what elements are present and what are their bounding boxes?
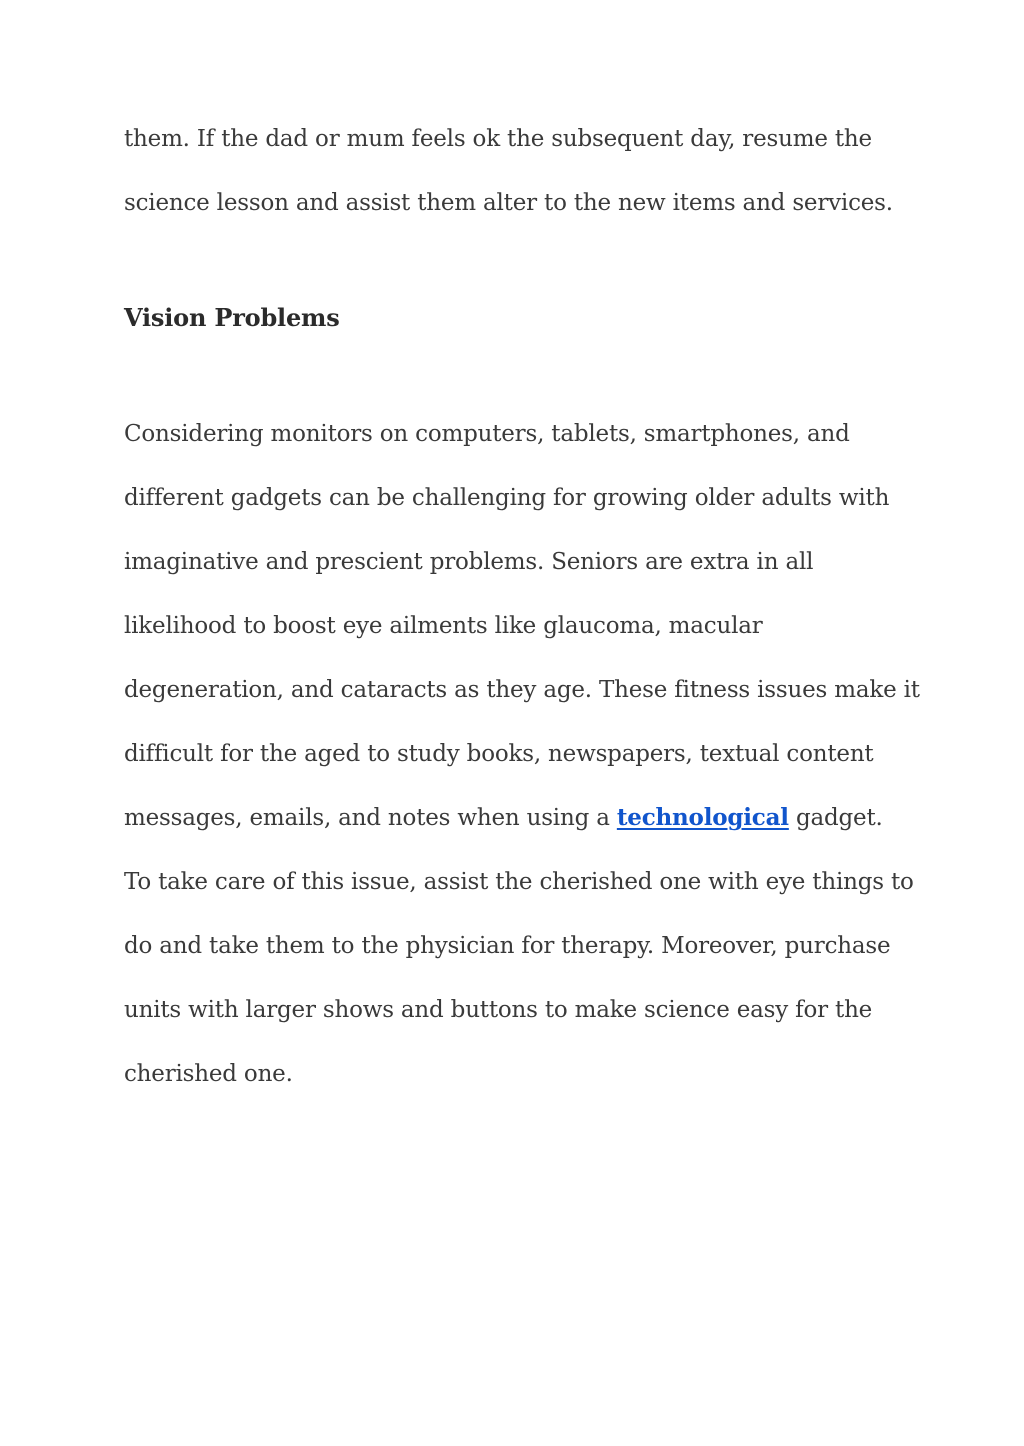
- paragraph-2-line-10: units with larger shows and buttons to make science easy for the: [124, 997, 873, 1023]
- paragraph-2-line-6: difficult for the aged to study books, newspapers, textual content: [124, 741, 874, 767]
- paragraph-2-line-2: different gadgets can be challenging for growing older adults with: [124, 485, 890, 511]
- link-line-after: gadget.: [788, 805, 883, 831]
- paragraph-2-line-1: Considering monitors on computers, tablets, smartphones, and: [124, 421, 850, 447]
- paragraph-2-line-9: do and take them to the physician for therapy. Moreover, purchase: [124, 933, 891, 959]
- paragraph-2-line-3: imaginative and prescient problems. Seniors are extra in all: [124, 549, 814, 575]
- paragraph-1-line-2: science lesson and assist them alter to the new items and services.: [124, 190, 893, 216]
- paragraph-2-line-11: cherished one.: [124, 1061, 293, 1087]
- paragraph-2-link-line: [124, 803, 883, 833]
- paragraph-2-line-4: likelihood to boost eye ailments like glaucoma, macular: [124, 613, 763, 639]
- technological-link[interactable]: technological: [616, 804, 789, 831]
- section-heading: Vision Problems: [124, 303, 340, 332]
- link-line-before: messages, emails, and notes when using a: [124, 805, 617, 831]
- paragraph-1-line-1: them. If the dad or mum feels ok the subsequent day, resume the: [124, 126, 872, 152]
- paragraph-2-line-5: degeneration, and cataracts as they age. These fitness issues make it: [124, 677, 920, 703]
- paragraph-2-line-8: To take care of this issue, assist the cherished one with eye things to: [124, 869, 914, 895]
